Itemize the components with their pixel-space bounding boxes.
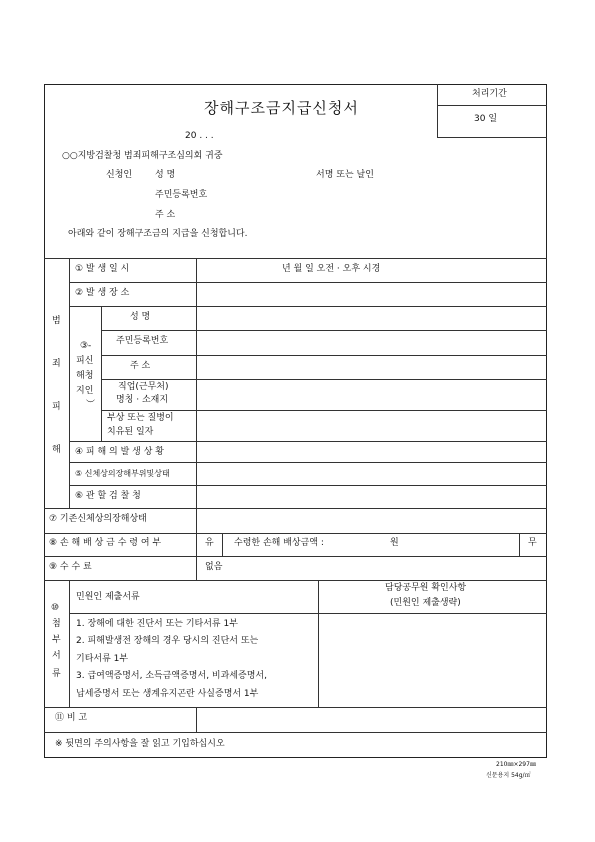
compensation-yes: 유: [205, 538, 214, 548]
label-value-divider: [196, 258, 197, 508]
paper-type: 신문용지 54g/㎡: [486, 772, 531, 779]
occur-datetime-label: ① 발 생 일 시: [75, 264, 130, 274]
row-line: [69, 485, 547, 486]
officer-check-subheader: (민원인 제출생략): [390, 598, 461, 608]
attachment-item: 기타서류 1부: [76, 654, 129, 664]
row-line: [101, 330, 547, 331]
compensation-unit: 원: [390, 538, 399, 548]
row-line: [101, 379, 547, 380]
victim-injury-label: 부상 또는 질병이: [107, 413, 174, 423]
row-line: [44, 707, 547, 708]
row-line: [101, 355, 547, 356]
attach-label-char: 서: [52, 651, 61, 661]
application-date: 20 . . .: [185, 131, 214, 141]
victim-label-part: 해청: [76, 371, 94, 381]
existing-damage-label: ⑦ 기존신체상의장해상태: [49, 514, 147, 524]
row-line: [44, 508, 547, 509]
occur-datetime-value: 년 월 일 오전 · 오후 시경: [282, 264, 381, 274]
victim-id-label: 주민등록번호: [116, 336, 169, 346]
officer-check-header: 담당공무원 확인사항: [385, 583, 467, 593]
remarks-divider: [196, 707, 197, 732]
processing-box-left-line: [437, 84, 438, 138]
processing-period-value: 30 일: [474, 114, 498, 124]
victim-label-part: 피신: [76, 356, 94, 366]
victim-job-label: 직업(근무처): [118, 382, 169, 392]
section-top-line: [44, 258, 547, 259]
comp-yes-divider: [222, 533, 223, 556]
paper-size: 210㎜×297㎜: [496, 761, 536, 768]
applicant-id-label: 주민등록번호: [155, 190, 208, 200]
damage-situation-label: ④ 피 해 의 발 생 상 황: [75, 447, 164, 457]
applicant-address-label: 주 소: [155, 210, 176, 220]
attach-column-divider: [318, 580, 319, 707]
section-label-divider: [69, 258, 70, 508]
attachment-item: 1. 장해에 대한 진단서 또는 기타서류 1부: [76, 619, 238, 629]
attachment-item: 3. 급여액증명서, 소득금액증명서, 비과세증명서,: [76, 671, 267, 681]
attach-label-char: 부: [52, 635, 61, 645]
jurisdiction-label: ⑥ 관 할 검 찰 청: [75, 491, 141, 501]
victim-label-part: 지인: [76, 386, 94, 396]
form-title: 장해구조금지급신청서: [204, 99, 359, 117]
row-line: [44, 732, 547, 733]
victim-label-part: ③: [80, 341, 89, 351]
remarks-label: ⑪ 비 고: [55, 713, 88, 723]
label-value-divider: [196, 508, 197, 580]
row-line: [44, 533, 547, 534]
section-label-char: 해: [52, 445, 61, 455]
victim-job-label: 명칭 · 소재지: [116, 395, 169, 405]
attach-label-char: 류: [52, 669, 61, 679]
section-label-char: 피: [52, 402, 61, 412]
victim-label-part: -: [88, 341, 92, 351]
processing-period-label: 처리기간: [472, 89, 507, 99]
attach-label-char: 첨: [52, 619, 61, 629]
compensation-label: ⑧ 손 해 배 상 금 수 령 여 부: [49, 538, 162, 548]
victim-divider: [101, 306, 102, 441]
row-line: [69, 306, 547, 307]
row-line: [69, 282, 547, 283]
attach-header-line: [69, 613, 547, 614]
fee-value: 없음: [205, 562, 223, 572]
occur-place-label: ② 발 생 장 소: [75, 288, 130, 298]
processing-box-divider: [437, 105, 547, 106]
attach-label-divider: [69, 580, 70, 707]
notice-text: ※ 뒷면의 주의사항을 잘 읽고 기입하십시오: [55, 739, 225, 749]
compensation-no: 무: [528, 538, 537, 548]
victim-injury-label: 치유된 일자: [107, 427, 154, 437]
compensation-amount-label: 수령한 손해 배상금액 :: [234, 538, 324, 548]
applicant-label: 신청인: [106, 170, 133, 180]
attach-label-char: ⑩: [51, 603, 60, 613]
row-line: [101, 410, 547, 411]
addressee: ○○지방검찰청 범죄피해구조심의회 귀중: [62, 151, 223, 161]
section-label-char: 범: [52, 316, 61, 326]
row-line: [44, 580, 547, 581]
attachment-item: 납세증명서 또는 생계유지곤란 사실증명서 1부: [76, 689, 259, 699]
applicant-name-label: 성 명: [155, 170, 176, 180]
request-statement: 아래와 같이 장해구조금의 지급을 신청합니다.: [68, 229, 248, 239]
signature-label: 서명 또는 날인: [316, 170, 374, 180]
fee-label: ⑨ 수 수 료: [49, 562, 92, 572]
attachment-item: 2. 피해발생전 장해의 경우 당시의 진단서 또는: [76, 636, 259, 646]
row-line: [69, 462, 547, 463]
body-damage-label: ⑤ 신체상의장해부위및상태: [75, 469, 170, 478]
victim-address-label: 주 소: [130, 361, 151, 371]
row-line: [69, 441, 547, 442]
comp-no-divider: [519, 533, 520, 556]
row-line: [44, 556, 547, 557]
submit-docs-header: 민원인 제출서류: [76, 592, 140, 602]
processing-box-bottom: [437, 137, 547, 138]
section-label-char: 죄: [52, 359, 61, 369]
victim-name-label: 성 명: [130, 312, 151, 322]
victim-label-part: ︶: [86, 400, 96, 410]
